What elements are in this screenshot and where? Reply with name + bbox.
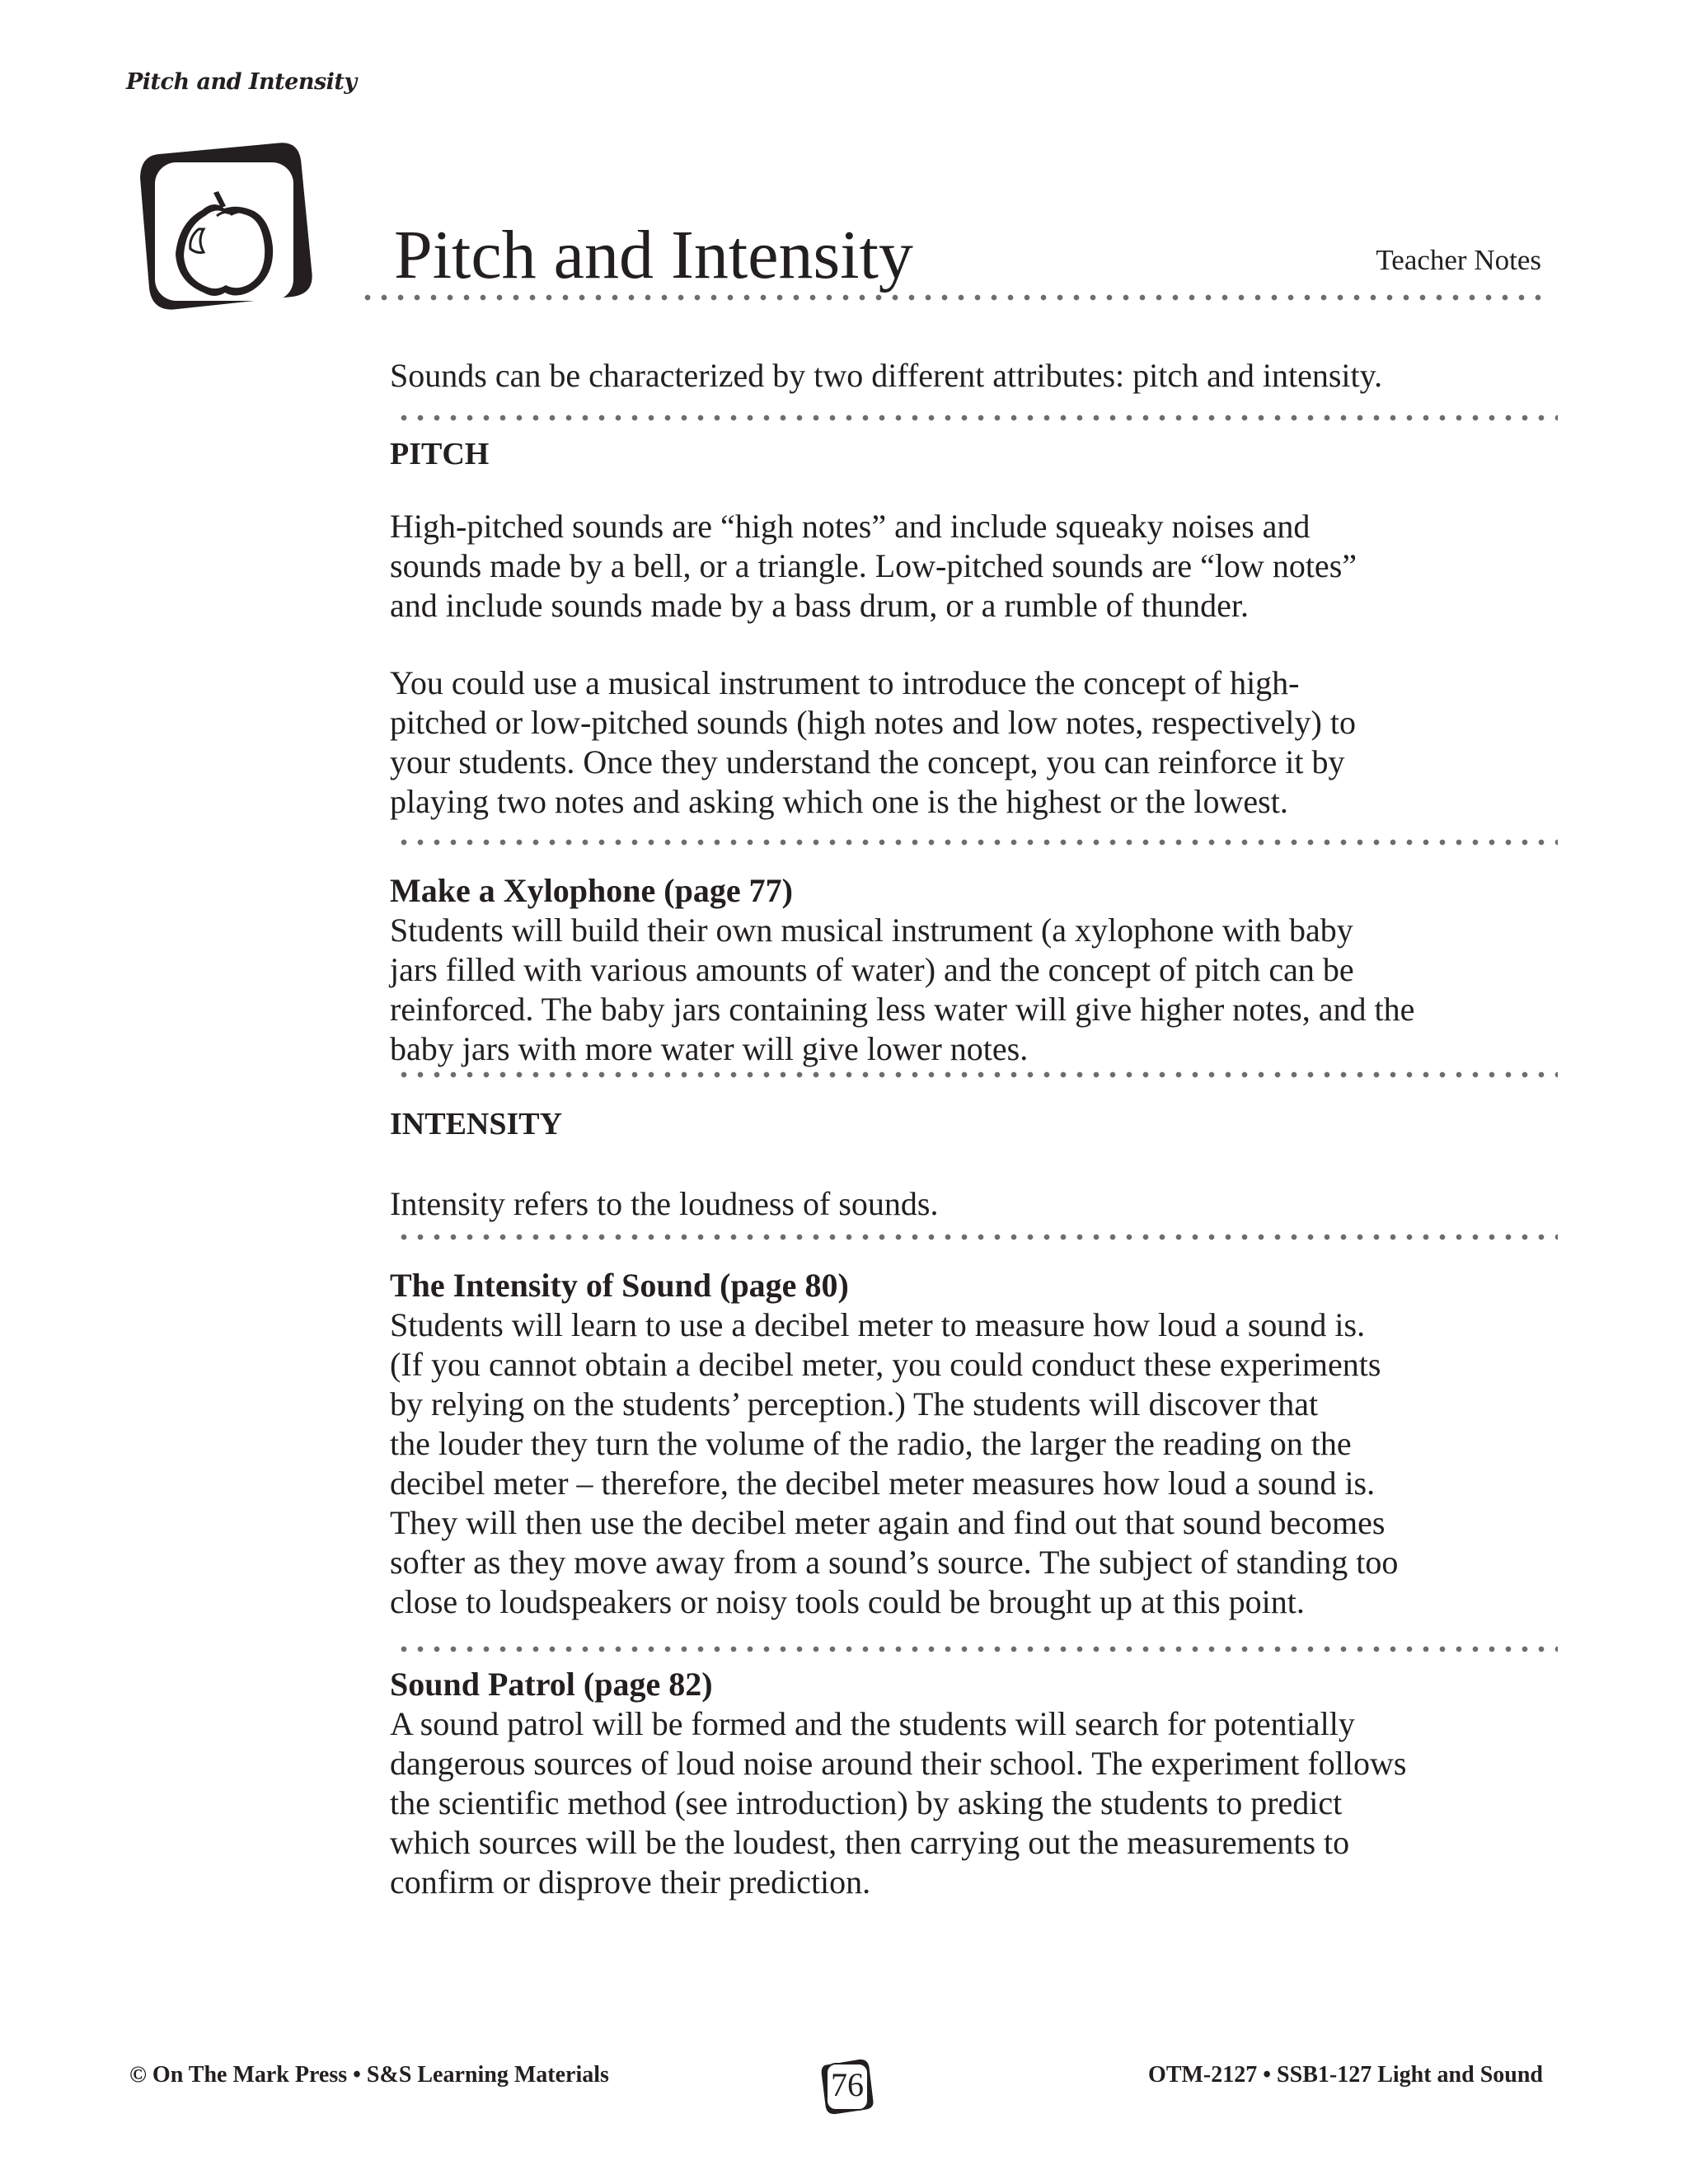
intro-text: Sounds can be characterized by two different attributes: pitch and intensity. [390,357,1383,394]
text-line: (If you cannot obtain a decibel meter, you could conduct these experiments [390,1346,1381,1383]
activity-intensity-of-sound [390,1266,1577,1622]
text-line: the scientific method (see introduction) by asking the students to predict [390,1784,1343,1821]
teacher-notes-label: Teacher Notes [1376,244,1541,276]
text-line: which sources will be the loudest, then carrying out the measurements to [390,1824,1350,1861]
activity-title: Make a Xylophone (page 77) [390,872,793,909]
text-line: High-pitched sounds are “high notes” and include squeaky noises and [390,508,1311,545]
section-heading-pitch: PITCH [390,437,490,471]
pitch-paragraph-1 [390,507,1577,626]
dotted-divider [396,415,1558,421]
footer-product-code: OTM-2127 • SSB1-127 Light and Sound [1148,2062,1543,2088]
text-line: Students will build their own musical instrument (a xylophone with baby [390,912,1353,949]
activity-title: The Intensity of Sound (page 80) [390,1267,849,1304]
dotted-divider [396,1234,1558,1240]
text-line: by relying on the students’ perception.) The students will discover that [390,1385,1319,1422]
pitch-paragraph-2 [390,663,1577,822]
text-line: pitched or low-pitched sounds (high notes and low notes, respectively) to [390,704,1356,741]
text-line: jars filled with various amounts of water) and the concept of pitch can be [390,951,1354,988]
activity-make-xylophone [390,871,1577,1069]
page-title: Pitch and Intensity [394,217,913,293]
text-line: A sound patrol will be formed and the students will search for potentially [390,1705,1355,1742]
running-header: Pitch and Intensity [126,69,357,95]
apple-icon [128,124,326,321]
text-line: and include sounds made by a bass drum, or a rumble of thunder. [390,587,1249,624]
text-line: the louder they turn the volume of the radio, the larger the reading on the [390,1425,1352,1462]
page-number-badge [818,2055,876,2116]
text-line: decibel meter – therefore, the decibel meter measures how loud a sound is. [390,1465,1376,1502]
dotted-divider [396,1646,1558,1652]
text-line: You could use a musical instrument to introduce the concept of high- [390,664,1300,701]
text-line: your students. Once they understand the concept, you can reinforce it by [390,743,1345,780]
footer-publisher: © On The Mark Press • S&S Learning Materials [129,2062,609,2088]
page-number: 76 [831,2066,864,2103]
section-heading-intensity: INTENSITY [390,1107,563,1141]
text-line: confirm or disprove their prediction. [390,1863,871,1900]
text-line: close to loudspeakers or noisy tools could be brought up at this point. [390,1583,1305,1620]
text-line: They will then use the decibel meter again and find out that sound becomes [390,1504,1386,1541]
activity-title: Sound Patrol (page 82) [390,1666,713,1703]
dotted-divider [396,839,1558,846]
text-line: Students will learn to use a decibel meter to measure how loud a sound is. [390,1306,1366,1343]
dotted-divider [396,1071,1558,1078]
text-line: sounds made by a bell, or a triangle. Low-pitched sounds are “low notes” [390,547,1357,584]
text-line: softer as they move away from a sound’s source. The subject of standing too [390,1544,1399,1581]
text-line: dangerous sources of loud noise around their school. The experiment follows [390,1745,1407,1782]
intensity-paragraph: Intensity refers to the loudness of sounds. [390,1185,939,1222]
text-line: playing two notes and asking which one is the highest or the lowest. [390,783,1288,820]
activity-sound-patrol [390,1665,1577,1902]
text-line: reinforced. The baby jars containing less water will give higher notes, and the [390,991,1415,1028]
text-line: baby jars with more water will give lower notes. [390,1030,1029,1067]
dotted-divider [359,294,1546,301]
